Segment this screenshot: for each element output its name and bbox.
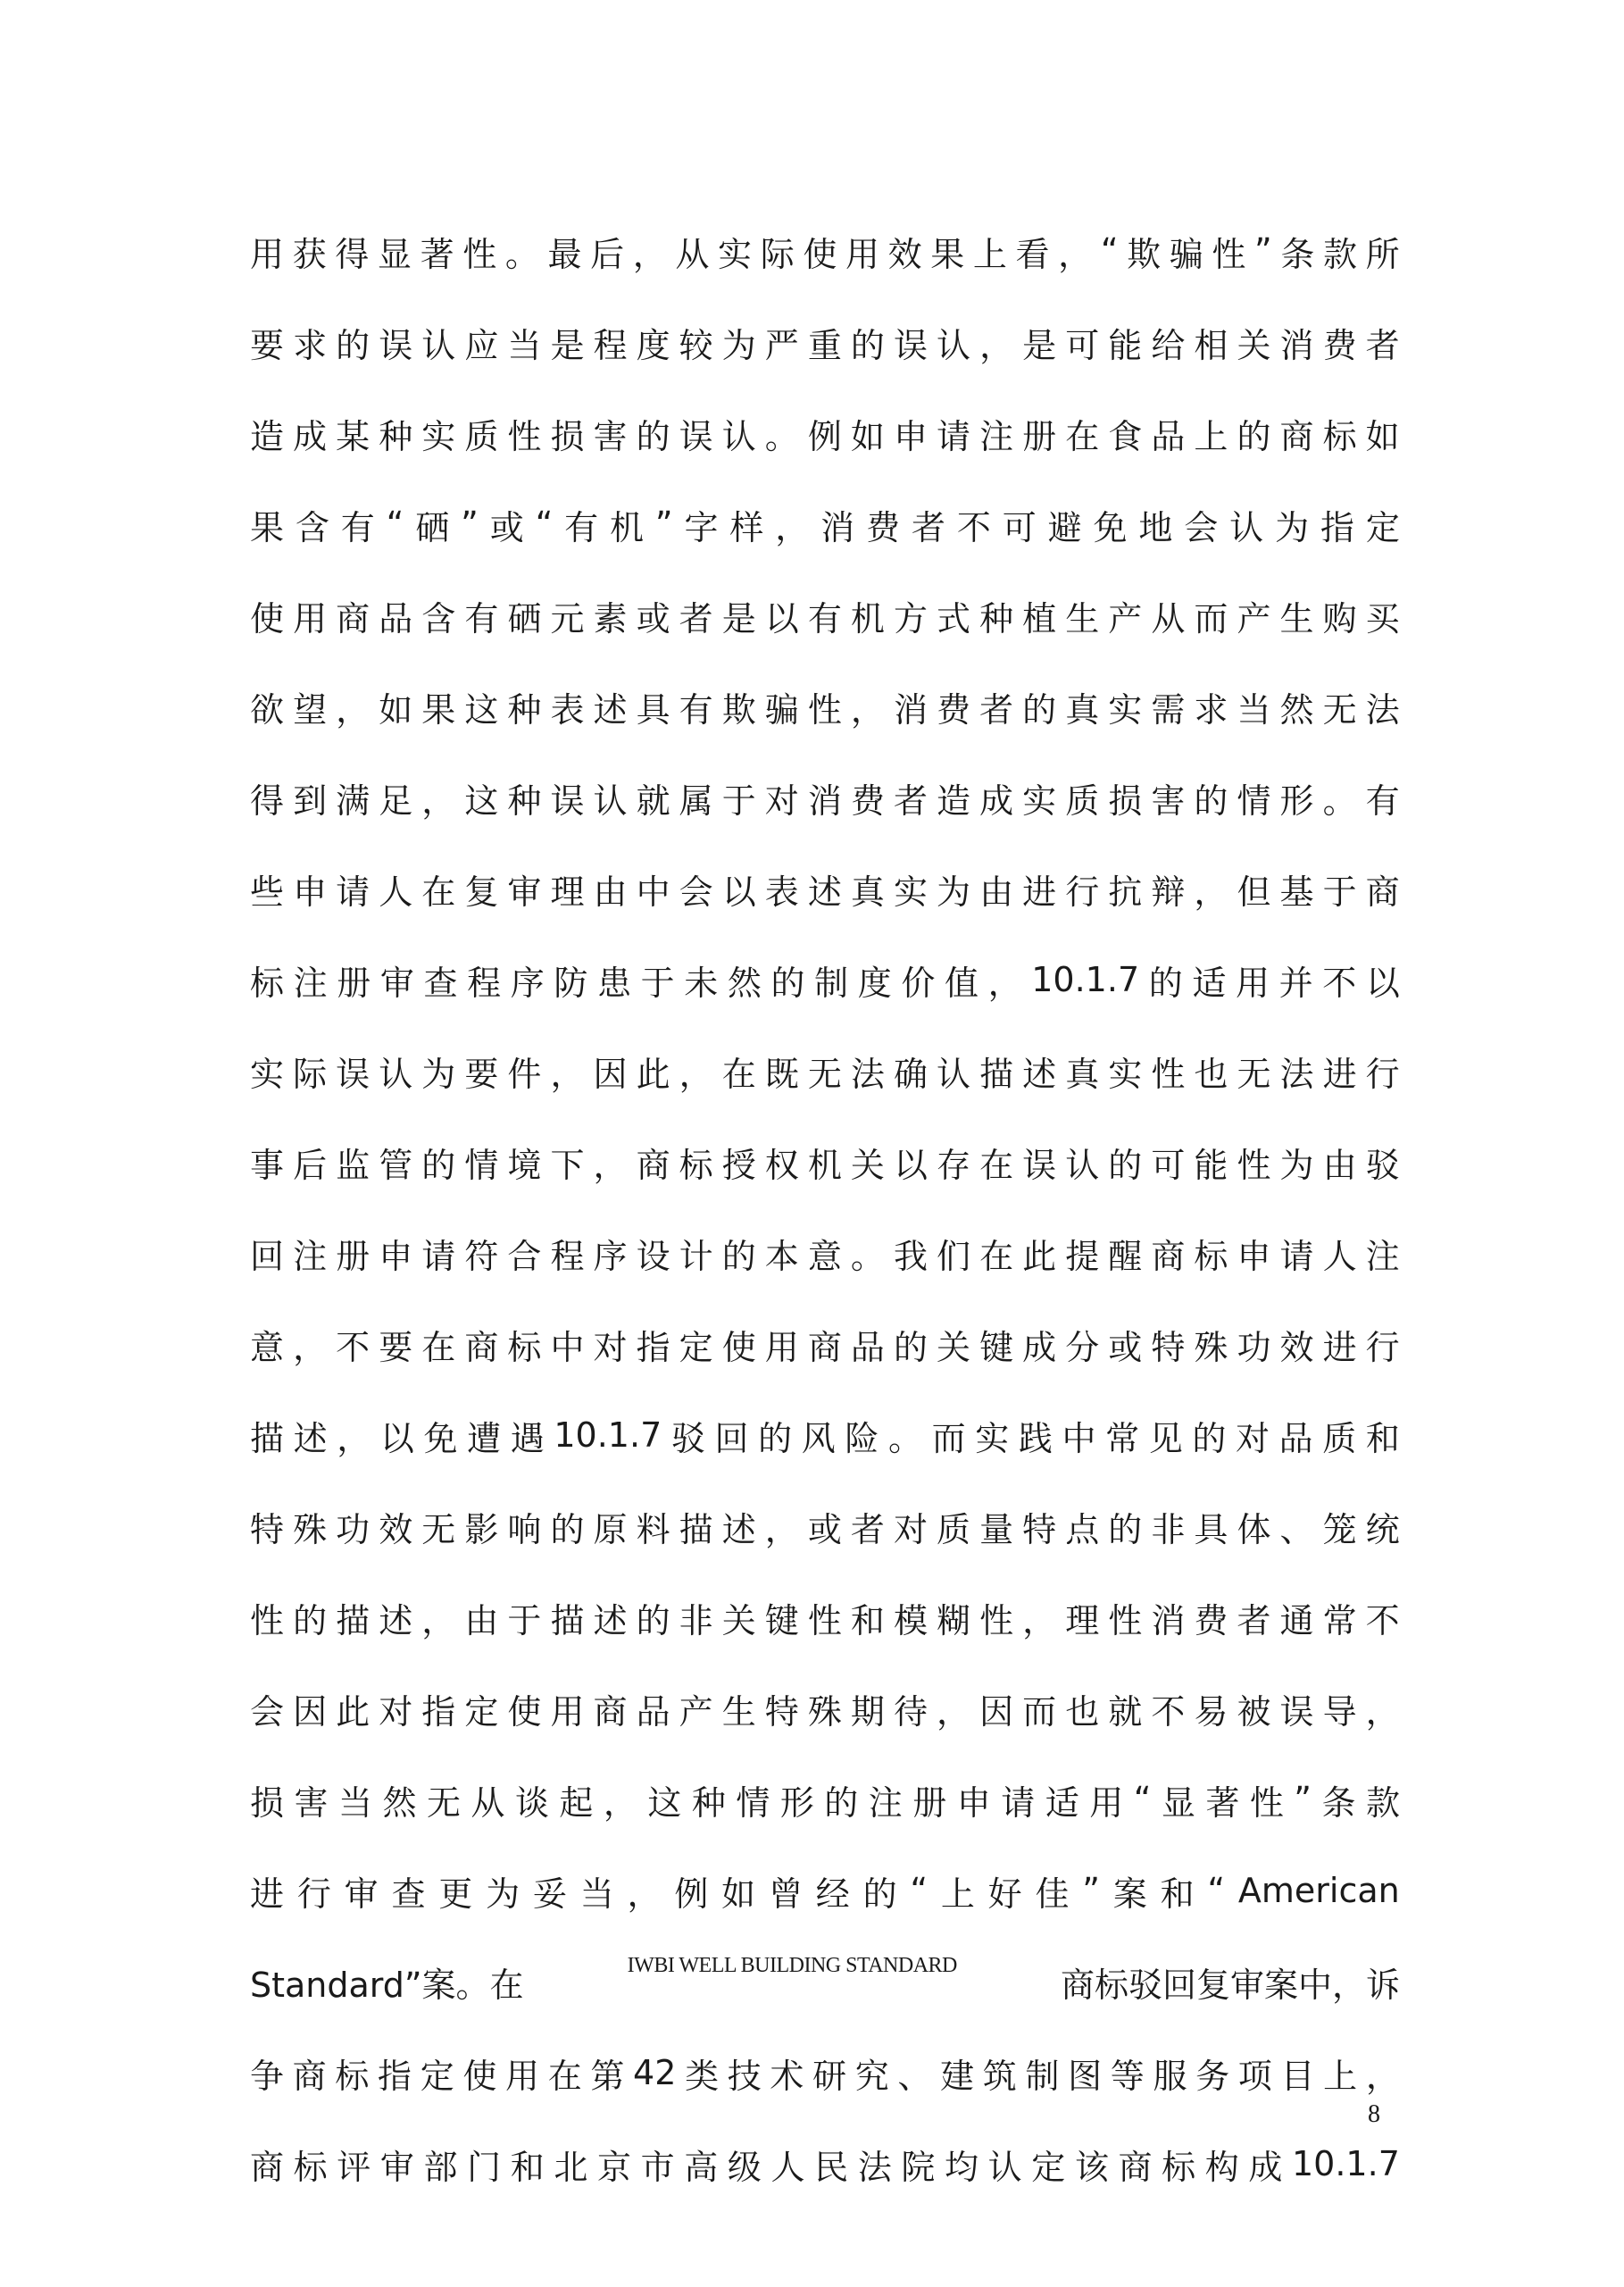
text-line: 会 因 此 对 指 定 使 用 商 品 产 生 特 殊 期 待 ， 因 而 也 就 不 易 被 误 导 ， xyxy=(250,1691,1400,1732)
text-line: 特 殊 功 效 无 影 响 的 原 料 描 述 ， 或 者 对 质 量 特 点 的 非 具 体 、 笼 统 xyxy=(250,1509,1400,1549)
text-line: 果 含 有 “ 硒 ” 或 “ 有 机 ” 字 样 ， 消 费 者 不 可 避 免 地 会 认 为 指 定 xyxy=(250,505,1400,547)
text-line: 意 ， 不 要 在 商 标 中 对 指 定 使 用 商 品 的 关 键 成 分 或 特 殊 功 效 进 行 xyxy=(250,1327,1400,1367)
text-line: 回 注 册 申 请 符 合 程 序 设 计 的 本 意 。 我 们 在 此 提 醒 商 标 申 请 人 注 xyxy=(250,1236,1400,1276)
text-line: 欲 望 ， 如 果 这 种 表 述 具 有 欺 骗 性 ， 消 费 者 的 真 实 需 求 当 然 无 法 xyxy=(250,689,1400,730)
text-line-with-mark xyxy=(250,1936,1400,2027)
text-line: 损 害 当 然 无 从 谈 起 ， 这 种 情 形 的 注 册 申 请 适 用 “ 显 著 性 ” 条 款 xyxy=(250,1780,1400,1823)
text-line: 用 获 得 显 著 性 。 最 后 ， 从 实 际 使 用 效 果 上 看 ， “ 欺 骗 性 ” 条 款 所 xyxy=(250,231,1400,274)
trademark-image: IWBI WELL BUILDING STANDARD xyxy=(627,1953,957,1977)
text-line: 些 申 请 人 在 复 审 理 由 中 会 以 表 述 真 实 为 由 进 行 抗 辩 ， 但 基 于 商 xyxy=(250,872,1400,912)
text-line: 商 标 评 审 部 门 和 北 京 市 高 级 人 民 法 院 均 认 定 该 商 标 构 成 10.1.7 xyxy=(250,2144,1400,2187)
text-line: 实 际 误 认 为 要 件 ， 因 此 ， 在 既 无 法 确 认 描 述 真 实 性 也 无 法 进 行 xyxy=(250,1054,1400,1094)
text-line: 争 商 标 指 定 使 用 在 第 42 类 技 术 研 究 、 建 筑 制 图 等 服 务 项 目 上 ， xyxy=(250,2053,1400,2096)
text-line: 得 到 满 足 ， 这 种 误 认 就 属 于 对 消 费 者 造 成 实 质 损 害 的 情 形 。 有 xyxy=(250,780,1400,821)
text-segment: 商标驳回复审案中，诉 xyxy=(1060,1965,1400,2005)
body-text xyxy=(250,205,1400,2209)
text-line: 进 行 审 查 更 为 妥 当 ， 例 如 曾 经 的 “ 上 好 佳 ” 案 和 “ American xyxy=(250,1871,1400,1914)
text-line: 性 的 描 述 ， 由 于 描 述 的 非 关 键 性 和 模 糊 性 ， 理 性 消 费 者 通 常 不 xyxy=(250,1600,1400,1640)
text-segment: Standard”案。在 xyxy=(250,1965,524,2005)
text-line: 造 成 某 种 实 质 性 损 害 的 误 认 。 例 如 申 请 注 册 在 食 品 上 的 商 标 如 xyxy=(250,416,1400,456)
page-number: 8 xyxy=(1368,2100,1380,2128)
text-line: 描 述 ， 以 免 遭 遇 10.1.7 驳 回 的 风 险 。 而 实 践 中 常 见 的 对 品 质 和 xyxy=(250,1415,1400,1458)
text-line: 事 后 监 管 的 情 境 下 ， 商 标 授 权 机 关 以 存 在 误 认 的 可 能 性 为 由 驳 xyxy=(250,1145,1400,1185)
text-line: 要 求 的 误 认 应 当 是 程 度 较 为 严 重 的 误 认 ， 是 可 能 给 相 关 消 费 者 xyxy=(250,325,1400,365)
text-line: 标 注 册 审 查 程 序 防 患 于 未 然 的 制 度 价 值 ， 10.1.7 的 适 用 并 不 以 xyxy=(250,960,1400,1003)
text-line: 使 用 商 品 含 有 硒 元 素 或 者 是 以 有 机 方 式 种 植 生 产 从 而 产 生 购 买 xyxy=(250,598,1400,639)
